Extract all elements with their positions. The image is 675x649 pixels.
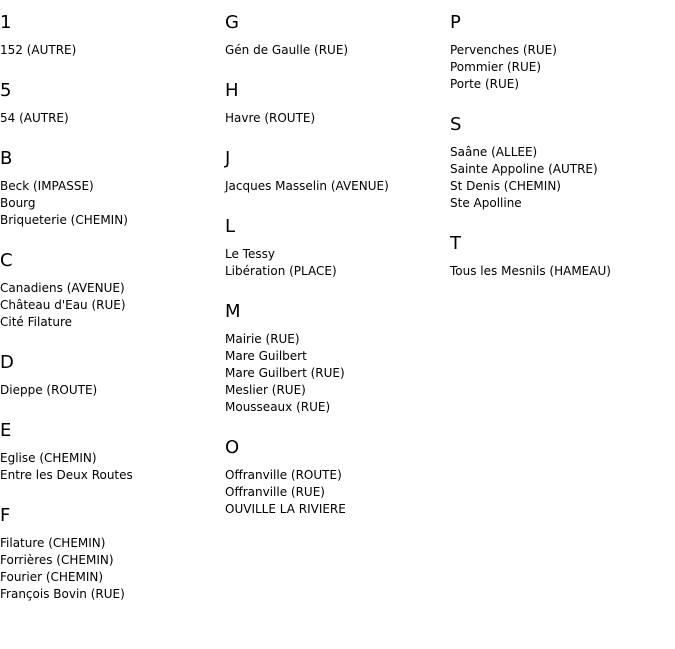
street-link-le-tessy[interactable]: Le Tessy [225,247,275,261]
letter-group-1 [0,12,220,59]
letter-heading: H [225,80,239,101]
street-link-saane-allee[interactable]: Saâne (ALLEE) [450,145,538,159]
street-list [450,42,670,93]
street-link-beck-impasse[interactable]: Beck (IMPASSE) [0,179,94,193]
letter-group-5 [0,80,220,127]
street-link-liberation-place[interactable]: Libération (PLACE) [225,264,337,278]
letter-group-p [450,12,670,93]
street-link-porte-rue[interactable]: Porte (RUE) [450,77,520,91]
letter-group-b [0,148,220,229]
letter-group-g [225,12,445,59]
street-link-cite-filature[interactable]: Cité Filature [0,315,73,329]
street-link-sainte-appoline-autre[interactable]: Sainte Appoline (AUTRE) [450,162,598,176]
letter-heading: M [225,301,241,322]
letter-group-f [0,505,220,603]
street-link-gen-de-gaulle-rue[interactable]: Gén de Gaulle (RUE) [225,43,349,57]
street-link-briqueterie-chemin[interactable]: Briqueterie (CHEMIN) [0,213,128,227]
street-link-bourg[interactable]: Bourg [0,196,36,210]
street-list [0,535,220,603]
street-link-pervenches-rue[interactable]: Pervenches (RUE) [450,43,557,57]
letter-group-m [225,301,445,416]
street-link-fourier-chemin[interactable]: Fourier (CHEMIN) [0,570,104,584]
street-link-filature-chemin[interactable]: Filature (CHEMIN) [0,536,106,550]
street-link-entre-les-deux-routes[interactable]: Entre les Deux Routes [0,468,133,482]
street-link-offranville-route[interactable]: Offranville (ROUTE) [225,468,342,482]
street-list [225,331,445,416]
letter-heading: S [450,114,462,135]
street-link-mare-guilbert-rue[interactable]: Mare Guilbert (RUE) [225,366,345,380]
street-link-meslier-rue[interactable]: Meslier (RUE) [225,383,306,397]
letter-heading: J [225,148,231,169]
street-list [0,280,220,331]
letter-group-t [450,233,670,280]
letter-heading: D [0,352,14,373]
street-link-canadiens-avenue[interactable]: Canadiens (AVENUE) [0,281,125,295]
index-column-2 [225,0,445,518]
street-link-mousseaux-rue[interactable]: Mousseaux (RUE) [225,400,331,414]
letter-group-e [0,420,220,484]
letter-group-c [0,250,220,331]
letter-heading: P [450,12,461,33]
letter-heading: 1 [0,12,12,33]
letter-group-o [225,437,445,518]
street-link-152-autre[interactable]: 152 (AUTRE) [0,43,77,57]
street-link-dieppe-route[interactable]: Dieppe (ROUTE) [0,383,98,397]
street-list [450,144,670,212]
letter-group-h [225,80,445,127]
letter-heading: F [0,505,11,526]
street-list [0,382,220,399]
letter-heading: G [225,12,239,33]
street-list [450,263,670,280]
street-link-jacques-masselin-avenue[interactable]: Jacques Masselin (AVENUE) [225,179,389,193]
letter-group-s [450,114,670,212]
street-list [225,467,445,518]
letter-heading: E [0,420,12,441]
index-column-1 [0,0,220,603]
street-link-pommier-rue[interactable]: Pommier (RUE) [450,60,542,74]
street-link-mare-guilbert[interactable]: Mare Guilbert [225,349,307,363]
street-link-forrieres-chemin[interactable]: Forrières (CHEMIN) [0,553,114,567]
letter-group-j [225,148,445,195]
street-list [225,178,445,195]
street-link-ouville-la-riviere[interactable]: OUVILLE LA RIVIERE [225,502,346,516]
street-list [0,110,220,127]
letter-group-l [225,216,445,280]
street-list [0,450,220,484]
street-list [0,178,220,229]
street-link-francois-bovin-rue[interactable]: François Bovin (RUE) [0,587,125,601]
street-link-54-autre[interactable]: 54 (AUTRE) [0,111,69,125]
letter-heading: B [0,148,13,169]
letter-heading: O [225,437,240,458]
letter-heading: T [450,233,461,254]
street-link-offranville-rue[interactable]: Offranville (RUE) [225,485,325,499]
street-link-chateau-d-eau-rue[interactable]: Château d'Eau (RUE) [0,298,126,312]
letter-heading: 5 [0,80,12,101]
letter-heading: C [0,250,13,271]
street-link-eglise-chemin[interactable]: Eglise (CHEMIN) [0,451,97,465]
street-link-mairie-rue[interactable]: Mairie (RUE) [225,332,300,346]
street-list [225,110,445,127]
letter-heading: L [225,216,236,237]
street-link-havre-route[interactable]: Havre (ROUTE) [225,111,316,125]
index-column-3 [450,0,670,280]
street-list [225,42,445,59]
letter-group-d [0,352,220,399]
street-link-st-denis-chemin[interactable]: St Denis (CHEMIN) [450,179,561,193]
street-list [225,246,445,280]
street-list [0,42,220,59]
street-link-ste-apolline[interactable]: Ste Apolline [450,196,522,210]
street-link-tous-les-mesnils-hameau[interactable]: Tous les Mesnils (HAMEAU) [450,264,611,278]
